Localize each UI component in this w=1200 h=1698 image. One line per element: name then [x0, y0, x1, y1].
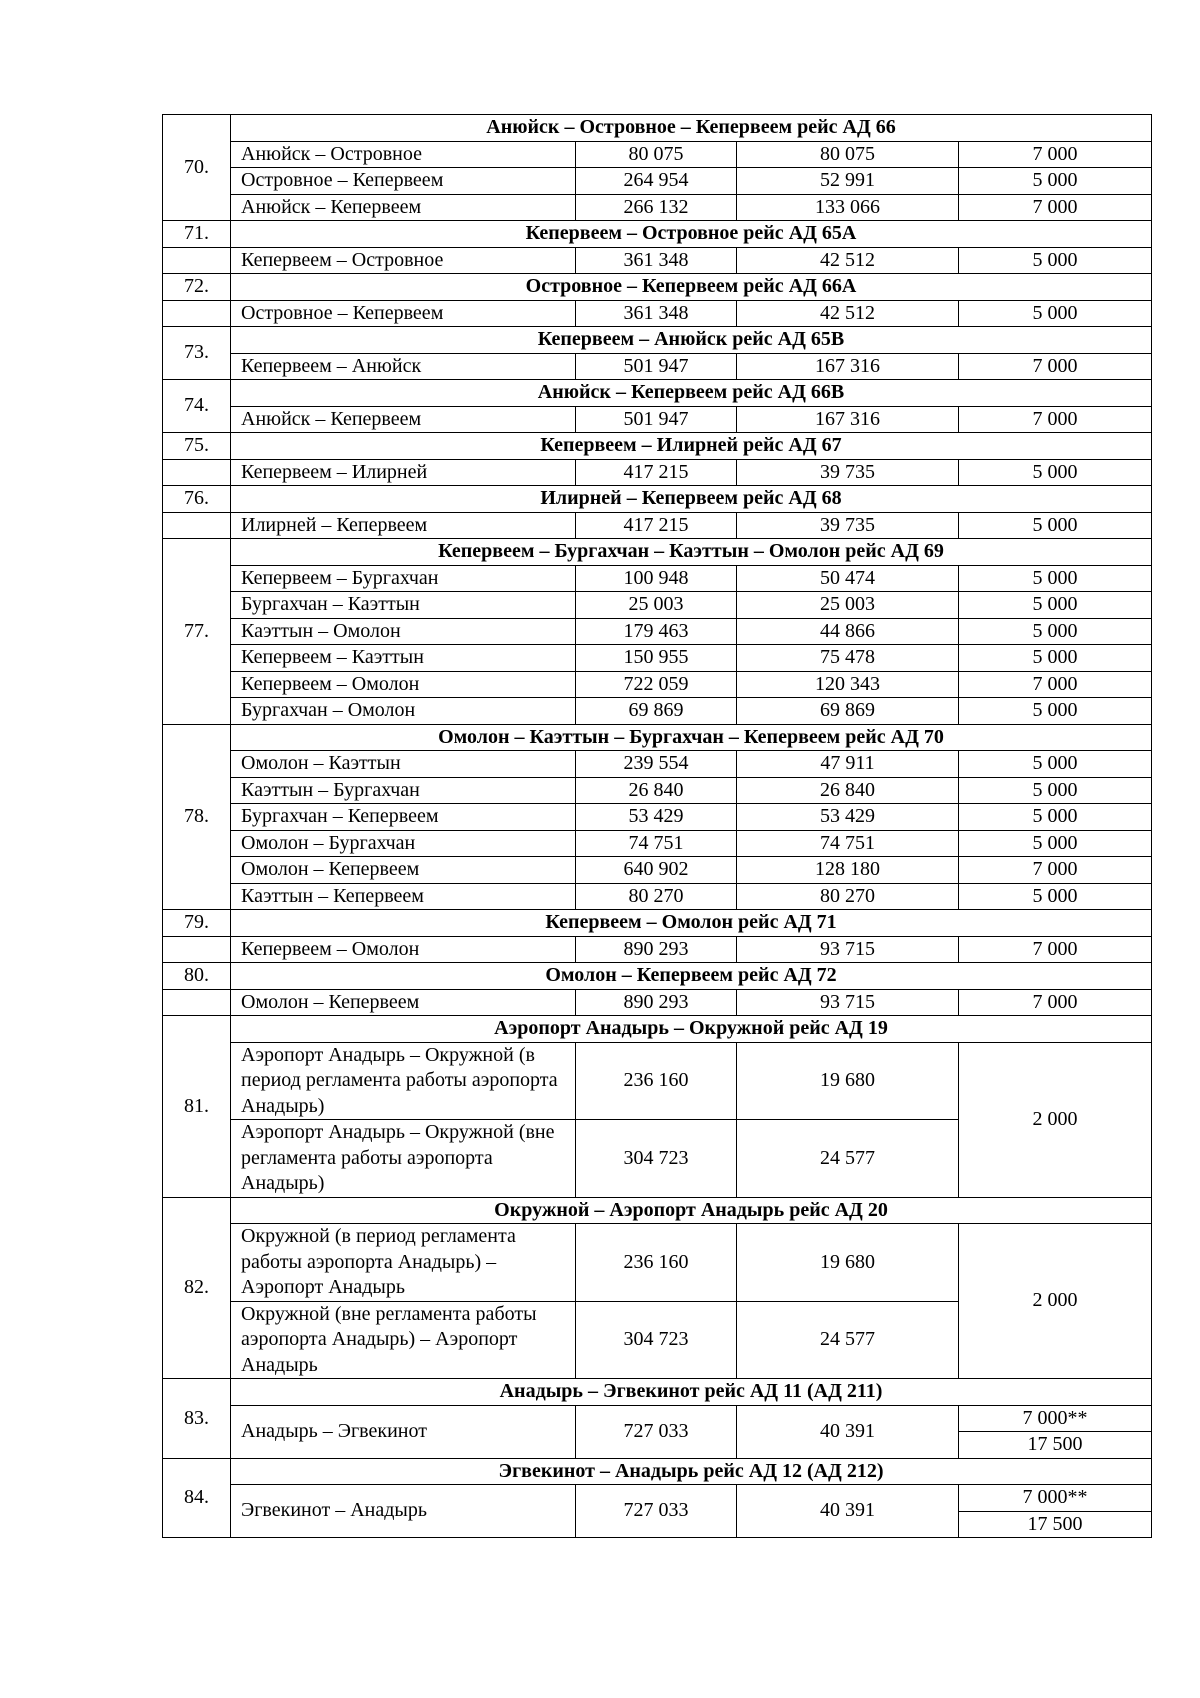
- value-cell: 24 577: [737, 1120, 959, 1198]
- table-row: [163, 300, 1152, 327]
- route-header: Островное – Кепервеем рейс АД 66А: [231, 274, 1152, 301]
- route-header: Анадырь – Эгвекинот рейс АД 11 (АД 211): [231, 1379, 1152, 1406]
- fare-cell: 5 000: [959, 751, 1152, 778]
- value-cell: 44 866: [737, 618, 959, 645]
- value-cell: 890 293: [576, 989, 737, 1016]
- value-cell: 69 869: [737, 698, 959, 725]
- fare-cell: 5 000: [959, 459, 1152, 486]
- table-row: [163, 1224, 1152, 1302]
- document-page: [162, 114, 1151, 1538]
- fare-cell: 7 000: [959, 936, 1152, 963]
- table-row: [163, 645, 1152, 672]
- fare-cell: 17 500: [959, 1432, 1152, 1459]
- route-segment: Кепервеем – Бургахчан: [231, 565, 576, 592]
- item-number: 75.: [163, 433, 231, 460]
- route-segment: Илирней – Кепервеем: [231, 512, 576, 539]
- value-cell: 40 391: [737, 1405, 959, 1458]
- value-cell: 167 316: [737, 406, 959, 433]
- fare-cell: 5 000: [959, 698, 1152, 725]
- fare-cell: 2 000: [959, 1042, 1152, 1197]
- item-number: 84.: [163, 1458, 231, 1538]
- value-cell: 75 478: [737, 645, 959, 672]
- route-segment: Каэттын – Бургахчан: [231, 777, 576, 804]
- value-cell: 93 715: [737, 936, 959, 963]
- fare-cell: 5 000: [959, 512, 1152, 539]
- value-cell: 42 512: [737, 300, 959, 327]
- fare-cell: 5 000: [959, 777, 1152, 804]
- value-cell: 304 723: [576, 1301, 737, 1379]
- fare-cell: 5 000: [959, 645, 1152, 672]
- item-number: 76.: [163, 486, 231, 513]
- route-segment: Каэттын – Кепервеем: [231, 883, 576, 910]
- route-segment: Анадырь – Эгвекинот: [231, 1405, 576, 1458]
- table-row: [163, 671, 1152, 698]
- fare-cell: 5 000: [959, 804, 1152, 831]
- value-cell: 266 132: [576, 194, 737, 221]
- item-number: 83.: [163, 1379, 231, 1459]
- item-number: 81.: [163, 1016, 231, 1198]
- value-cell: 150 955: [576, 645, 737, 672]
- table-row: [163, 883, 1152, 910]
- table-row: [163, 1379, 1152, 1406]
- route-segment: Кепервеем – Илирней: [231, 459, 576, 486]
- table-row: [163, 830, 1152, 857]
- value-cell: 26 840: [737, 777, 959, 804]
- value-cell: 417 215: [576, 459, 737, 486]
- fare-cell: 5 000: [959, 300, 1152, 327]
- route-segment: Омолон – Каэттын: [231, 751, 576, 778]
- route-segment: Кепервеем – Омолон: [231, 936, 576, 963]
- fare-cell: 7 000: [959, 406, 1152, 433]
- value-cell: 39 735: [737, 512, 959, 539]
- table-row: [163, 565, 1152, 592]
- empty-cell: [163, 247, 231, 274]
- value-cell: 19 680: [737, 1224, 959, 1302]
- fare-cell: 5 000: [959, 565, 1152, 592]
- route-header: Кепервеем – Анюйск рейс АД 65В: [231, 327, 1152, 354]
- value-cell: 167 316: [737, 353, 959, 380]
- table-row: [163, 724, 1152, 751]
- fare-cell: 5 000: [959, 168, 1152, 195]
- fare-cell: 5 000: [959, 883, 1152, 910]
- value-cell: 179 463: [576, 618, 737, 645]
- route-segment: Кепервеем – Анюйск: [231, 353, 576, 380]
- route-header: Кепервеем – Омолон рейс АД 71: [231, 910, 1152, 937]
- table-row: [163, 910, 1152, 937]
- table-row: [163, 327, 1152, 354]
- route-header: Кепервеем – Островное рейс АД 65А: [231, 221, 1152, 248]
- table-row: [163, 115, 1152, 142]
- table-row: [163, 1197, 1152, 1224]
- value-cell: 80 075: [737, 141, 959, 168]
- table-row: [163, 989, 1152, 1016]
- fare-cell: 7 000: [959, 353, 1152, 380]
- item-number: 71.: [163, 221, 231, 248]
- value-cell: 19 680: [737, 1042, 959, 1120]
- value-cell: 47 911: [737, 751, 959, 778]
- route-header: Окружной – Аэропорт Анадырь рейс АД 20: [231, 1197, 1152, 1224]
- value-cell: 74 751: [737, 830, 959, 857]
- value-cell: 722 059: [576, 671, 737, 698]
- value-cell: 727 033: [576, 1405, 737, 1458]
- fare-cell: 7 000: [959, 141, 1152, 168]
- fare-cell: 2 000: [959, 1224, 1152, 1379]
- route-header: Эгвекинот – Анадырь рейс АД 12 (АД 212): [231, 1458, 1152, 1485]
- route-segment: Кепервеем – Каэттын: [231, 645, 576, 672]
- value-cell: 25 003: [737, 592, 959, 619]
- table-row: [163, 539, 1152, 566]
- route-segment: Аэропорт Анадырь – Окружной (в период регламента работы аэропорта Анадырь): [231, 1042, 576, 1120]
- route-segment: Омолон – Кепервеем: [231, 989, 576, 1016]
- table-row: [163, 141, 1152, 168]
- value-cell: 25 003: [576, 592, 737, 619]
- value-cell: 100 948: [576, 565, 737, 592]
- route-header: Илирней – Кепервеем рейс АД 68: [231, 486, 1152, 513]
- table-row: [163, 751, 1152, 778]
- route-header: Аэропорт Анадырь – Окружной рейс АД 19: [231, 1016, 1152, 1043]
- table-row: [163, 274, 1152, 301]
- table-row: [163, 804, 1152, 831]
- value-cell: 727 033: [576, 1485, 737, 1538]
- value-cell: 74 751: [576, 830, 737, 857]
- value-cell: 128 180: [737, 857, 959, 884]
- table-row: [163, 353, 1152, 380]
- table-row: [163, 963, 1152, 990]
- fare-cell: 5 000: [959, 247, 1152, 274]
- table-row: [163, 406, 1152, 433]
- value-cell: 501 947: [576, 353, 737, 380]
- item-number: 82.: [163, 1197, 231, 1379]
- item-number: 73.: [163, 327, 231, 380]
- route-segment: Бургахчан – Омолон: [231, 698, 576, 725]
- route-segment: Бургахчан – Каэттын: [231, 592, 576, 619]
- route-segment: Анюйск – Кепервеем: [231, 406, 576, 433]
- table-row: [163, 168, 1152, 195]
- route-segment: Островное – Кепервеем: [231, 168, 576, 195]
- route-header: Омолон – Каэттын – Бургахчан – Кепервеем рейс АД 70: [231, 724, 1152, 751]
- fare-cell: 7 000**: [959, 1405, 1152, 1432]
- table-row: [163, 698, 1152, 725]
- tariff-table: [162, 114, 1152, 1538]
- route-segment: Каэттын – Омолон: [231, 618, 576, 645]
- value-cell: 133 066: [737, 194, 959, 221]
- value-cell: 80 075: [576, 141, 737, 168]
- value-cell: 239 554: [576, 751, 737, 778]
- value-cell: 417 215: [576, 512, 737, 539]
- empty-cell: [163, 300, 231, 327]
- fare-cell: 7 000: [959, 671, 1152, 698]
- value-cell: 24 577: [737, 1301, 959, 1379]
- item-number: 78.: [163, 724, 231, 910]
- item-number: 79.: [163, 910, 231, 937]
- fare-cell: 7 000: [959, 857, 1152, 884]
- value-cell: 80 270: [737, 883, 959, 910]
- fare-cell: 7 000: [959, 989, 1152, 1016]
- table-row: [163, 618, 1152, 645]
- table-row: [163, 194, 1152, 221]
- route-header: Кепервеем – Бургахчан – Каэттын – Омолон рейс АД 69: [231, 539, 1152, 566]
- table-row: [163, 777, 1152, 804]
- empty-cell: [163, 989, 231, 1016]
- value-cell: 69 869: [576, 698, 737, 725]
- table-row: [163, 221, 1152, 248]
- route-segment: Эгвекинот – Анадырь: [231, 1485, 576, 1538]
- value-cell: 120 343: [737, 671, 959, 698]
- empty-cell: [163, 512, 231, 539]
- value-cell: 80 270: [576, 883, 737, 910]
- value-cell: 304 723: [576, 1120, 737, 1198]
- route-segment: Кепервеем – Островное: [231, 247, 576, 274]
- table-row: [163, 1042, 1152, 1120]
- value-cell: 42 512: [737, 247, 959, 274]
- value-cell: 361 348: [576, 300, 737, 327]
- fare-cell: 7 000**: [959, 1485, 1152, 1512]
- value-cell: 52 991: [737, 168, 959, 195]
- route-segment: Окружной (вне регламента работы аэропорта Анадырь) – Аэропорт Анадырь: [231, 1301, 576, 1379]
- item-number: 77.: [163, 539, 231, 725]
- item-number: 80.: [163, 963, 231, 990]
- value-cell: 640 902: [576, 857, 737, 884]
- route-header: Кепервеем – Илирней рейс АД 67: [231, 433, 1152, 460]
- value-cell: 264 954: [576, 168, 737, 195]
- table-row: [163, 1016, 1152, 1043]
- route-segment: Анюйск – Кепервеем: [231, 194, 576, 221]
- empty-cell: [163, 936, 231, 963]
- route-header: Анюйск – Островное – Кепервеем рейс АД 66: [231, 115, 1152, 142]
- value-cell: 50 474: [737, 565, 959, 592]
- fare-cell: 7 000: [959, 194, 1152, 221]
- item-number: 74.: [163, 380, 231, 433]
- table-row: [163, 1485, 1152, 1512]
- value-cell: 890 293: [576, 936, 737, 963]
- value-cell: 53 429: [576, 804, 737, 831]
- value-cell: 236 160: [576, 1042, 737, 1120]
- table-row: [163, 433, 1152, 460]
- value-cell: 26 840: [576, 777, 737, 804]
- value-cell: 93 715: [737, 989, 959, 1016]
- value-cell: 40 391: [737, 1485, 959, 1538]
- route-segment: Аэропорт Анадырь – Окружной (вне регламента работы аэропорта Анадырь): [231, 1120, 576, 1198]
- fare-cell: 17 500: [959, 1511, 1152, 1538]
- route-segment: Кепервеем – Омолон: [231, 671, 576, 698]
- fare-cell: 5 000: [959, 592, 1152, 619]
- route-segment: Бургахчан – Кепервеем: [231, 804, 576, 831]
- route-segment: Анюйск – Островное: [231, 141, 576, 168]
- fare-cell: 5 000: [959, 830, 1152, 857]
- table-row: [163, 857, 1152, 884]
- route-segment: Омолон – Бургахчан: [231, 830, 576, 857]
- value-cell: 39 735: [737, 459, 959, 486]
- route-header: Анюйск – Кепервеем рейс АД 66В: [231, 380, 1152, 407]
- item-number: 70.: [163, 115, 231, 221]
- table-row: [163, 1405, 1152, 1432]
- fare-cell: 5 000: [959, 618, 1152, 645]
- empty-cell: [163, 459, 231, 486]
- route-segment: Омолон – Кепервеем: [231, 857, 576, 884]
- table-row: [163, 512, 1152, 539]
- table-row: [163, 592, 1152, 619]
- table-row: [163, 1458, 1152, 1485]
- table-row: [163, 247, 1152, 274]
- route-segment: Островное – Кепервеем: [231, 300, 576, 327]
- table-row: [163, 380, 1152, 407]
- value-cell: 361 348: [576, 247, 737, 274]
- table-row: [163, 459, 1152, 486]
- route-segment: Окружной (в период регламента работы аэропорта Анадырь) – Аэропорт Анадырь: [231, 1224, 576, 1302]
- table-row: [163, 936, 1152, 963]
- value-cell: 53 429: [737, 804, 959, 831]
- route-header: Омолон – Кепервеем рейс АД 72: [231, 963, 1152, 990]
- value-cell: 236 160: [576, 1224, 737, 1302]
- item-number: 72.: [163, 274, 231, 301]
- value-cell: 501 947: [576, 406, 737, 433]
- table-row: [163, 486, 1152, 513]
